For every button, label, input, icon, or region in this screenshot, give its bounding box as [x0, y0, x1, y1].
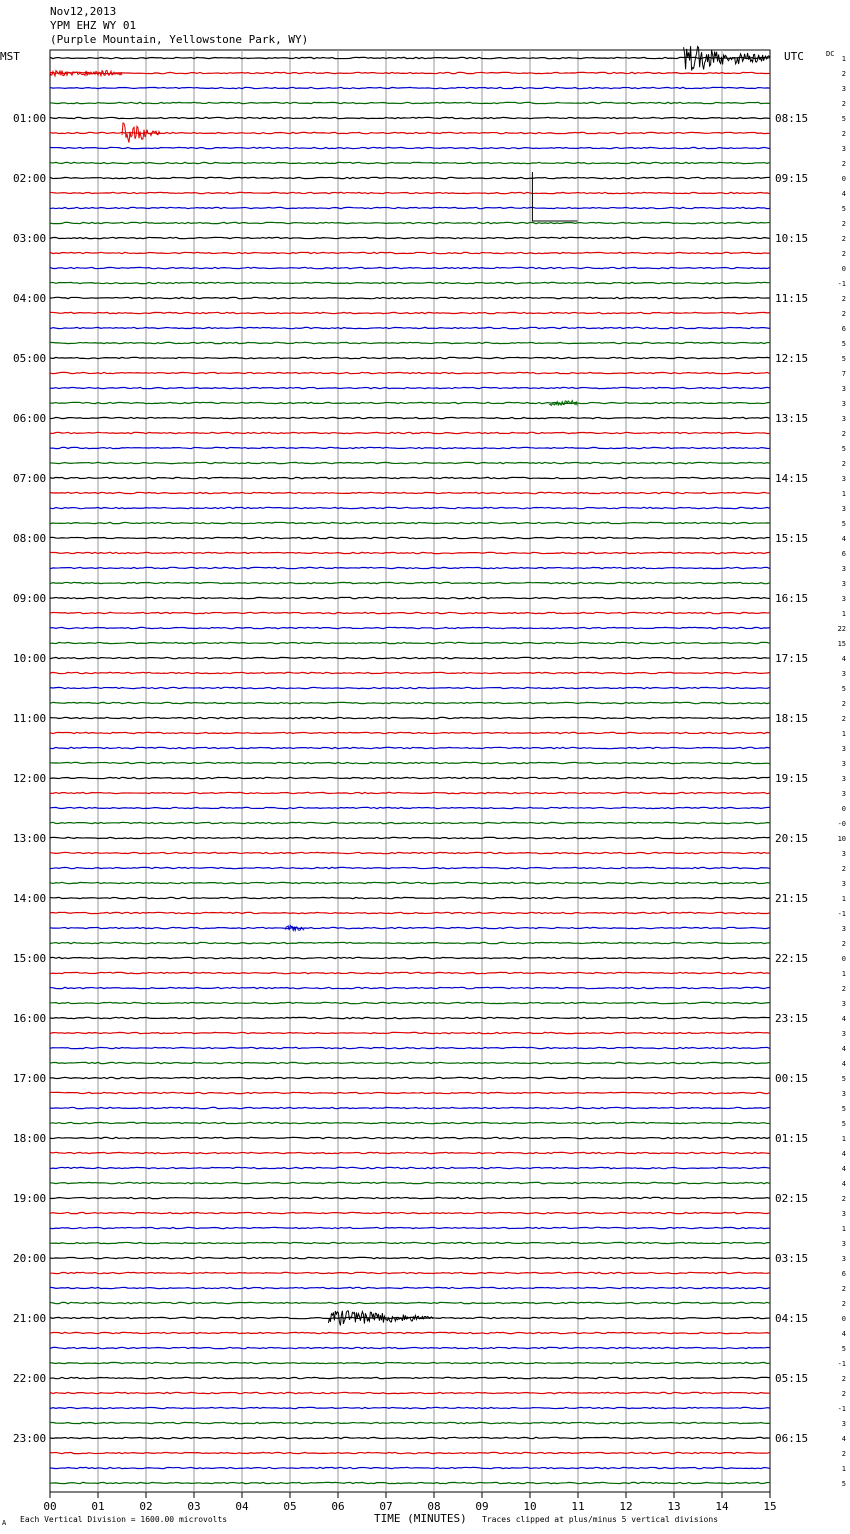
trace-row — [50, 852, 770, 853]
right-hour-label: 19:15 — [775, 772, 809, 785]
trace-row — [50, 987, 770, 988]
left-hour-label: 16:00 — [13, 1012, 47, 1025]
left-hour-label: 03:00 — [13, 232, 47, 245]
dc-offset-label: 3 — [841, 1210, 846, 1218]
dc-offset-label: 4 — [841, 535, 846, 543]
left-hour-label: 11:00 — [13, 712, 47, 725]
left-hour-label: 23:00 — [13, 1432, 47, 1445]
dc-offset-label: 6 — [841, 550, 846, 558]
dc-offset-label: 5 — [841, 1120, 846, 1128]
trace-row — [50, 567, 770, 568]
trace-row — [50, 177, 770, 178]
trace-row — [50, 612, 770, 613]
dc-offset-label: 1 — [841, 730, 846, 738]
dc-offset-label: 4 — [841, 1330, 846, 1338]
left-hour-label: 20:00 — [13, 1252, 47, 1265]
trace-row — [50, 372, 770, 373]
dc-offset-label: 3 — [841, 385, 846, 393]
trace-row — [50, 1287, 770, 1288]
trace-row — [50, 1197, 770, 1198]
trace-row — [50, 927, 770, 928]
dc-offset-label: 2 — [841, 310, 846, 318]
dc-offset-label: 3 — [841, 925, 846, 933]
event-waveform — [50, 70, 122, 76]
trace-row — [50, 267, 770, 268]
corner-mark: A — [2, 1519, 7, 1527]
trace-row — [50, 1077, 770, 1078]
trace-row — [50, 162, 770, 163]
trace-row — [50, 732, 770, 733]
trace-row — [50, 1182, 770, 1183]
x-tick-label: 03 — [187, 1500, 201, 1513]
dc-offset-label: 4 — [841, 1015, 846, 1023]
trace-row — [50, 1377, 770, 1378]
trace-row — [50, 792, 770, 793]
trace-row — [50, 717, 770, 718]
dc-offset-label: 0 — [841, 265, 846, 273]
trace-row — [50, 1272, 770, 1273]
dc-offset-label: -1 — [837, 1405, 846, 1413]
trace-row — [50, 1242, 770, 1243]
trace-row — [50, 807, 770, 808]
trace-row — [50, 1437, 770, 1438]
dc-offset-label: 2 — [841, 295, 846, 303]
trace-row — [50, 342, 770, 343]
dc-offset-label: 15 — [837, 640, 846, 648]
trace-row — [50, 402, 770, 403]
right-hour-label: 18:15 — [775, 712, 809, 725]
dc-offset-label: 2 — [841, 1375, 846, 1383]
dc-offset-label: 4 — [841, 190, 846, 198]
dc-offset-label: 5 — [841, 340, 846, 348]
trace-row — [50, 87, 770, 88]
dc-offset-label: 5 — [841, 355, 846, 363]
trace-row — [50, 1107, 770, 1108]
dc-offset-label: 2 — [841, 1195, 846, 1203]
trace-row — [50, 1257, 770, 1258]
dc-offset-label: 4 — [841, 1165, 846, 1173]
dc-offset-label: 2 — [841, 250, 846, 258]
right-hour-label: 01:15 — [775, 1132, 809, 1145]
trace-row — [50, 447, 770, 448]
x-tick-label: 07 — [379, 1500, 393, 1513]
x-tick-label: 05 — [283, 1500, 297, 1513]
dc-offset-label: 4 — [841, 1060, 846, 1068]
x-tick-label: 06 — [331, 1500, 345, 1513]
right-hour-label: 12:15 — [775, 352, 809, 365]
left-hour-label: 21:00 — [13, 1312, 47, 1325]
clip-note: Traces clipped at plus/minus 5 vertical divisions — [482, 1515, 719, 1524]
dc-offset-label: 3 — [841, 145, 846, 153]
dc-offset-label: 5 — [841, 1345, 846, 1353]
trace-row — [50, 1392, 770, 1393]
dc-offset-label: 4 — [841, 1045, 846, 1053]
left-timezone-label: MST — [0, 50, 20, 63]
trace-row — [50, 357, 770, 358]
dc-offset-label: 2 — [841, 1390, 846, 1398]
dc-offset-label: 3 — [841, 400, 846, 408]
trace-row — [50, 942, 770, 943]
dc-offset-label: 3 — [841, 745, 846, 753]
dc-offset-label: 1 — [841, 610, 846, 618]
x-tick-label: 09 — [475, 1500, 489, 1513]
dc-offset-label: 1 — [841, 1465, 846, 1473]
dc-offset-label: 2 — [841, 715, 846, 723]
trace-row — [50, 1092, 770, 1093]
dc-offset-label: 2 — [841, 1285, 846, 1293]
trace-row — [50, 207, 770, 208]
dc-offset-label: 2 — [841, 220, 846, 228]
left-hour-label: 07:00 — [13, 472, 47, 485]
dc-offset-label: 1 — [841, 1135, 846, 1143]
left-hour-label: 05:00 — [13, 352, 47, 365]
dc-label: DC — [826, 50, 835, 58]
trace-row — [50, 312, 770, 313]
x-tick-label: 00 — [43, 1500, 57, 1513]
dc-offset-label: 3 — [841, 565, 846, 573]
dc-offset-label: 5 — [841, 115, 846, 123]
trace-row — [50, 582, 770, 583]
trace-row — [50, 432, 770, 433]
dc-offset-label: 22 — [837, 625, 846, 633]
trace-row — [50, 912, 770, 913]
right-timezone-label: UTC — [784, 50, 804, 63]
trace-row — [50, 1152, 770, 1153]
right-hour-label: 17:15 — [775, 652, 809, 665]
trace-row — [50, 867, 770, 868]
division-note: Each Vertical Division = 1600.00 microvolts — [20, 1515, 228, 1524]
dc-offset-label: 3 — [841, 1000, 846, 1008]
dc-offset-label: 5 — [841, 205, 846, 213]
x-tick-label: 13 — [667, 1500, 681, 1513]
trace-row — [50, 252, 770, 253]
trace-row — [50, 1332, 770, 1333]
trace-row — [50, 597, 770, 598]
trace-row — [50, 507, 770, 508]
left-hour-label: 12:00 — [13, 772, 47, 785]
dc-offset-label: 3 — [841, 1255, 846, 1263]
trace-row — [50, 117, 770, 118]
x-tick-label: 14 — [715, 1500, 729, 1513]
dc-offset-label: 3 — [841, 1030, 846, 1038]
dc-offset-label: 1 — [841, 895, 846, 903]
right-hour-label: 00:15 — [775, 1072, 809, 1085]
trace-row — [50, 657, 770, 658]
x-tick-label: 08 — [427, 1500, 441, 1513]
left-hour-label: 13:00 — [13, 832, 47, 845]
trace-row — [50, 1122, 770, 1123]
trace-row — [50, 1032, 770, 1033]
trace-group — [50, 46, 770, 1484]
dc-offset-label: 1 — [841, 1225, 846, 1233]
dc-offset-label: 3 — [841, 85, 846, 93]
dc-offset-label: 2 — [841, 865, 846, 873]
right-hour-label: 15:15 — [775, 532, 809, 545]
dc-offset-label: 4 — [841, 1150, 846, 1158]
event-waveform — [285, 925, 304, 930]
dc-offset-label: 3 — [841, 475, 846, 483]
trace-row — [50, 972, 770, 973]
right-hour-label: 05:15 — [775, 1372, 809, 1385]
dc-offset-label: 2 — [841, 70, 846, 78]
left-hour-label: 09:00 — [13, 592, 47, 605]
dc-offset-label: 1 — [841, 490, 846, 498]
left-hour-label: 06:00 — [13, 412, 47, 425]
trace-row — [50, 642, 770, 643]
dc-offset-label: 0 — [841, 805, 846, 813]
trace-row — [50, 822, 770, 823]
dc-offset-label: 2 — [841, 940, 846, 948]
trace-row — [50, 552, 770, 553]
x-tick-label: 15 — [763, 1500, 777, 1513]
x-tick-label: 12 — [619, 1500, 633, 1513]
trace-row — [50, 882, 770, 883]
right-hour-label: 04:15 — [775, 1312, 809, 1325]
left-hour-label: 18:00 — [13, 1132, 47, 1145]
right-hour-label: 09:15 — [775, 172, 809, 185]
left-hour-label: 01:00 — [13, 112, 47, 125]
dc-offset-label: 2 — [841, 700, 846, 708]
dc-offset-label: -1 — [837, 280, 846, 288]
x-tick-label: 02 — [139, 1500, 153, 1513]
trace-row — [50, 102, 770, 103]
dc-offset-label: 3 — [841, 1240, 846, 1248]
dc-offset-label: 5 — [841, 1105, 846, 1113]
dc-offset-label: 2 — [841, 430, 846, 438]
x-tick-label: 11 — [571, 1500, 585, 1513]
trace-row — [50, 747, 770, 748]
trace-row — [50, 417, 770, 418]
trace-row — [50, 1467, 770, 1468]
trace-row — [50, 627, 770, 628]
trace-row — [50, 1212, 770, 1213]
dc-offset-label: -0 — [837, 820, 846, 828]
trace-row — [50, 1407, 770, 1408]
dc-offset-label: 3 — [841, 850, 846, 858]
x-tick-label: 10 — [523, 1500, 537, 1513]
x-tick-label: 01 — [91, 1500, 105, 1513]
location-label: (Purple Mountain, Yellowstone Park, WY) — [50, 33, 309, 46]
dc-offset-label: 2 — [841, 160, 846, 168]
dc-offset-label: 3 — [841, 1090, 846, 1098]
trace-row — [50, 522, 770, 523]
trace-row — [50, 147, 770, 148]
left-hour-label: 19:00 — [13, 1192, 47, 1205]
trace-row — [50, 957, 770, 958]
dc-offset-label: 5 — [841, 1075, 846, 1083]
dc-offset-label: 3 — [841, 415, 846, 423]
left-hour-label: 08:00 — [13, 532, 47, 545]
trace-row — [50, 1047, 770, 1048]
dc-offset-label: 2 — [841, 460, 846, 468]
x-axis-title: TIME (MINUTES) — [374, 1512, 467, 1525]
right-hour-label: 22:15 — [775, 952, 809, 965]
dc-offset-label: 4 — [841, 1435, 846, 1443]
dc-offset-label: 2 — [841, 1300, 846, 1308]
trace-row — [50, 72, 770, 73]
trace-row — [50, 687, 770, 688]
left-hour-label: 02:00 — [13, 172, 47, 185]
dc-offset-label: 5 — [841, 1480, 846, 1488]
trace-row — [50, 282, 770, 283]
left-hour-label: 22:00 — [13, 1372, 47, 1385]
dc-offset-label: 2 — [841, 1450, 846, 1458]
dc-offset-label: 6 — [841, 1270, 846, 1278]
dc-offset-label: 0 — [841, 955, 846, 963]
trace-row — [50, 57, 770, 58]
right-hour-label: 10:15 — [775, 232, 809, 245]
trace-row — [50, 1002, 770, 1003]
dc-offset-label: 2 — [841, 100, 846, 108]
trace-row — [50, 192, 770, 193]
dc-offset-label: 10 — [837, 835, 846, 843]
date-label: Nov12,2013 — [50, 5, 117, 18]
dc-offset-label: 2 — [841, 235, 846, 243]
right-hour-label: 23:15 — [775, 1012, 809, 1025]
trace-row — [50, 897, 770, 898]
trace-row — [50, 492, 770, 493]
dc-offset-label: 3 — [841, 775, 846, 783]
dc-offset-label: 0 — [841, 175, 846, 183]
trace-row — [50, 237, 770, 238]
trace-row — [50, 1347, 770, 1348]
dc-offset-label: 2 — [841, 985, 846, 993]
trace-row — [50, 327, 770, 328]
dc-offset-label: 1 — [841, 970, 846, 978]
trace-row — [50, 1302, 770, 1303]
dc-offset-label: 4 — [841, 1180, 846, 1188]
x-tick-label: 04 — [235, 1500, 249, 1513]
trace-row — [50, 837, 770, 838]
left-hour-label: 15:00 — [13, 952, 47, 965]
left-hour-label: 04:00 — [13, 292, 47, 305]
trace-row — [50, 1062, 770, 1063]
trace-row — [50, 477, 770, 478]
right-hour-label: 20:15 — [775, 832, 809, 845]
plot-frame — [50, 50, 770, 1492]
trace-row — [50, 1362, 770, 1363]
dc-offset-label: 5 — [841, 685, 846, 693]
dc-offset-label: 3 — [841, 760, 846, 768]
trace-row — [50, 387, 770, 388]
trace-row — [50, 672, 770, 673]
dc-offset-label: 2 — [841, 130, 846, 138]
trace-row — [50, 1482, 770, 1483]
left-hour-label: 10:00 — [13, 652, 47, 665]
dc-offset-label: 3 — [841, 505, 846, 513]
dc-offset-label: 3 — [841, 1420, 846, 1428]
step-artifact — [532, 172, 577, 221]
right-hour-label: 03:15 — [775, 1252, 809, 1265]
dc-offset-label: 3 — [841, 880, 846, 888]
dc-offset-label: 7 — [841, 370, 846, 378]
right-hour-label: 06:15 — [775, 1432, 809, 1445]
dc-offset-label: 4 — [841, 655, 846, 663]
station-label: YPM EHZ WY 01 — [50, 19, 137, 32]
x-axis — [43, 1492, 776, 1513]
minute-grid — [98, 50, 722, 1492]
dc-offset-label: 1 — [841, 55, 846, 63]
dc-offset-label: 3 — [841, 790, 846, 798]
left-hour-label: 17:00 — [13, 1072, 47, 1085]
right-hour-label: 02:15 — [775, 1192, 809, 1205]
trace-row — [50, 1422, 770, 1423]
right-hour-label: 21:15 — [775, 892, 809, 905]
right-hour-label: 14:15 — [775, 472, 809, 485]
trace-row — [50, 702, 770, 703]
trace-row — [50, 762, 770, 763]
trace-row — [50, 1017, 770, 1018]
dc-offset-label: -1 — [837, 1360, 846, 1368]
dc-offset-label: -1 — [837, 910, 846, 918]
trace-row — [50, 537, 770, 538]
right-hour-label: 16:15 — [775, 592, 809, 605]
dc-offset-label: 3 — [841, 670, 846, 678]
dc-offset-label: 5 — [841, 445, 846, 453]
trace-row — [50, 777, 770, 778]
trace-row — [50, 462, 770, 463]
left-hour-label: 14:00 — [13, 892, 47, 905]
trace-row — [50, 297, 770, 298]
dc-offset-label: 6 — [841, 325, 846, 333]
trace-row — [50, 1137, 770, 1138]
dc-offset-label: 3 — [841, 595, 846, 603]
trace-row — [50, 1452, 770, 1453]
right-hour-label: 11:15 — [775, 292, 809, 305]
right-hour-label: 08:15 — [775, 112, 809, 125]
trace-row — [50, 1167, 770, 1168]
trace-row — [50, 1227, 770, 1228]
dc-offset-label: 5 — [841, 520, 846, 528]
dc-offset-label: 0 — [841, 1315, 846, 1323]
trace-row — [50, 222, 770, 223]
dc-offset-label: 3 — [841, 580, 846, 588]
right-hour-label: 13:15 — [775, 412, 809, 425]
